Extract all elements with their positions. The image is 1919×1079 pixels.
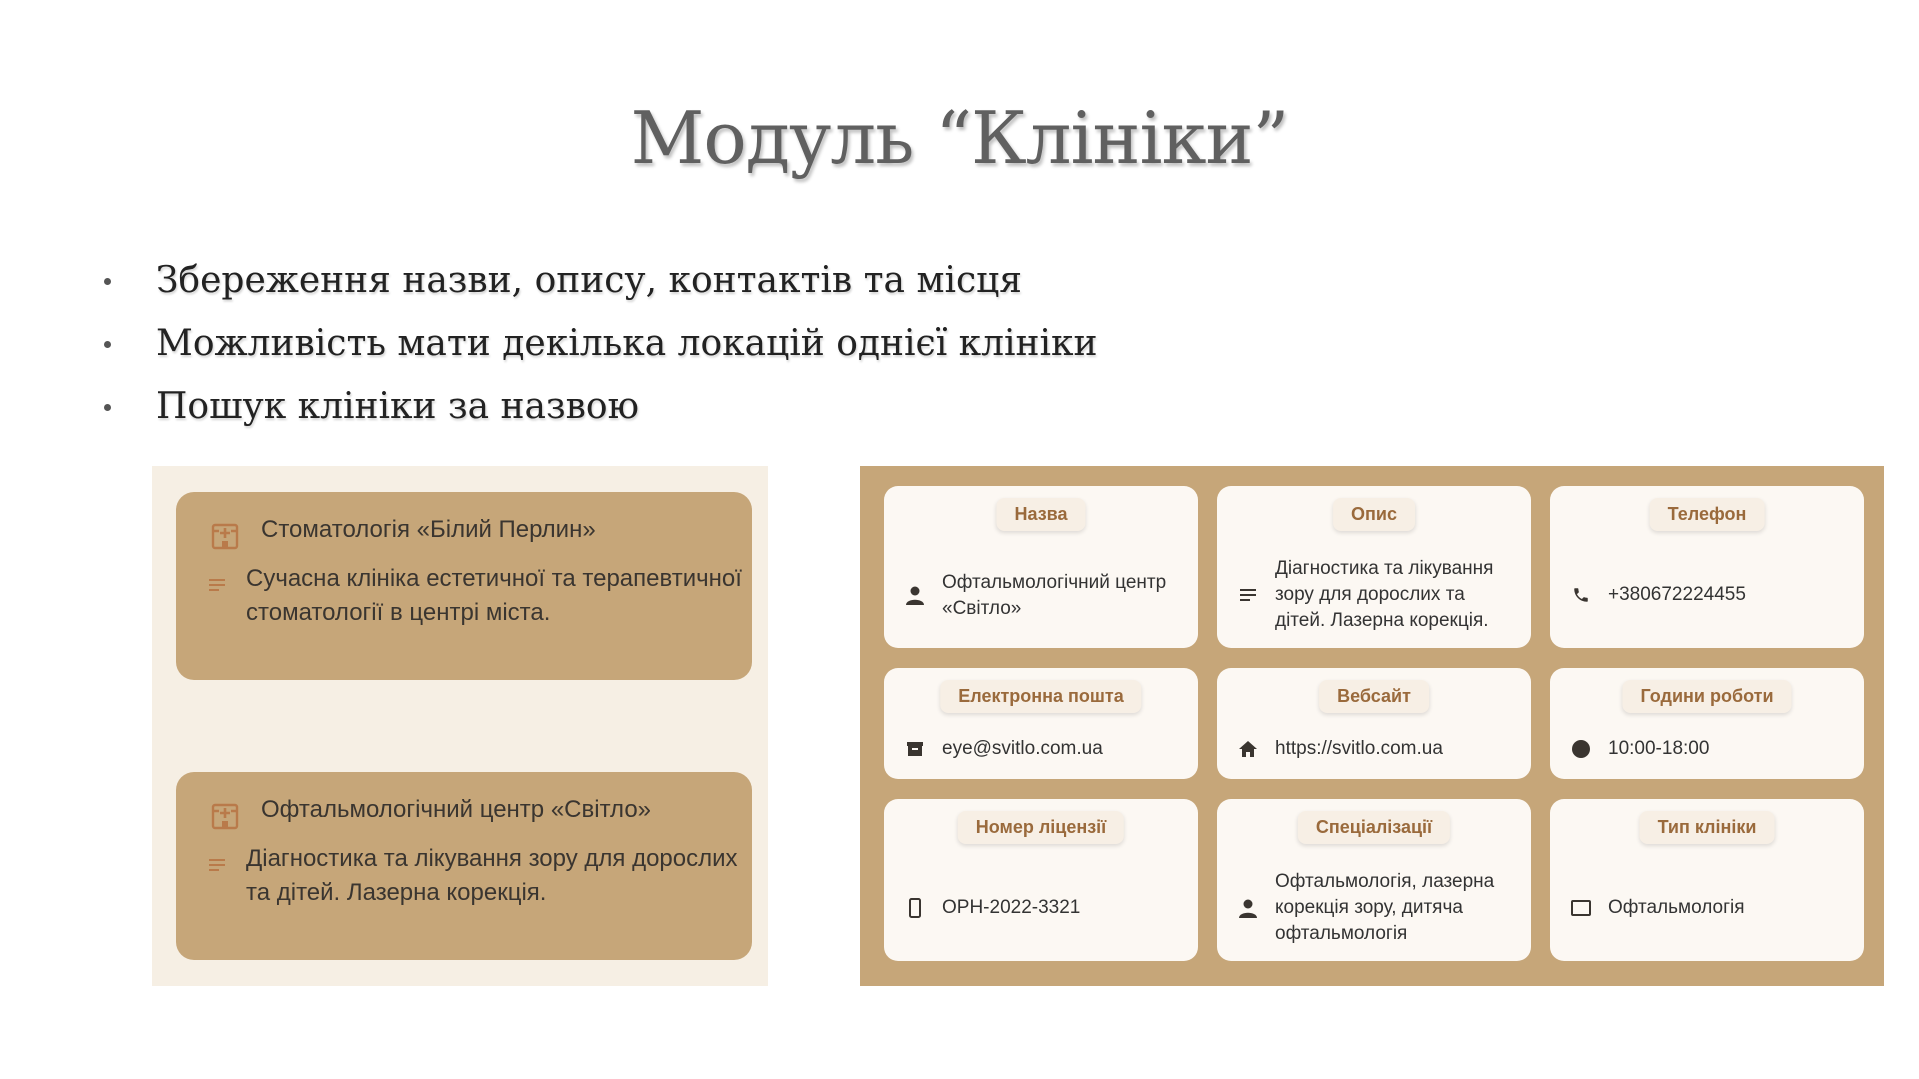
detail-value: eye@svitlo.com.ua (942, 738, 1103, 759)
detail-label: Вебсайт (1319, 680, 1429, 713)
clinic-card[interactable] (176, 772, 752, 960)
detail-value: Офтальмологія, лазерна корекція зору, дитяча офтальмологія (1275, 871, 1495, 944)
detail-label: Години роботи (1622, 680, 1791, 713)
bullet-item (96, 382, 1098, 445)
lines-icon (208, 858, 226, 872)
clinic-name: Офтальмологічний центр «Світло» (261, 796, 652, 823)
bullet-dot (104, 341, 111, 348)
clinic-description: Сучасна клініка естетичної та терапевтичної стоматології в центрі міста. (246, 565, 742, 626)
hospital-icon (210, 520, 240, 550)
square-icon (1570, 897, 1592, 919)
person-icon (904, 584, 926, 606)
clinic-description: Діагностика та лікування зору для дорослих та дітей. Лазерна корекція. (246, 845, 738, 906)
detail-label: Номер ліцензії (958, 811, 1124, 844)
home-icon (1237, 738, 1259, 760)
bullet-text: Пошук клініки за назвою (156, 386, 639, 427)
bullet-text: Можливість мати декілька локацій однієї клініки (156, 323, 1098, 364)
detail-type-card (1550, 799, 1864, 961)
detail-value: +380672224455 (1608, 584, 1746, 605)
detail-value: Офтальмологія (1608, 897, 1745, 918)
detail-label: Опис (1333, 498, 1415, 531)
bullet-item (96, 319, 1098, 382)
detail-hours-card (1550, 668, 1864, 779)
detail-label: Електронна пошта (940, 680, 1141, 713)
detail-description-card (1217, 486, 1531, 648)
detail-value: Діагностика та лікування зору для дорослих та дітей. Лазерна корекція. (1275, 558, 1494, 631)
archive-icon (904, 738, 926, 760)
detail-value: https://svitlo.com.ua (1275, 738, 1443, 759)
bullet-text: Збереження назви, опису, контактів та місця (156, 260, 1023, 301)
lines-icon (1237, 584, 1259, 606)
detail-label: Тип клініки (1640, 811, 1775, 844)
hospital-icon (210, 800, 240, 830)
bullet-item (96, 256, 1098, 319)
detail-name-card (884, 486, 1198, 648)
clinic-list-panel (152, 466, 768, 986)
slide-title: Модуль “Клініки” (630, 96, 1289, 180)
person-icon (1237, 897, 1259, 919)
device-icon (904, 897, 926, 919)
detail-label: Спеціалізації (1298, 811, 1450, 844)
clinic-card[interactable] (176, 492, 752, 680)
bullet-list (96, 256, 1098, 445)
detail-email-card (884, 668, 1198, 779)
detail-label: Назва (996, 498, 1085, 531)
clock-icon (1570, 738, 1592, 760)
clinic-name: Стоматологія «Білий Перлин» (261, 516, 596, 543)
bullet-dot (104, 278, 111, 285)
detail-license-card (884, 799, 1198, 961)
phone-icon (1570, 584, 1592, 606)
detail-value: 10:00-18:00 (1608, 738, 1710, 759)
detail-phone-card (1550, 486, 1864, 648)
bullet-dot (104, 404, 111, 411)
detail-website-card (1217, 668, 1531, 779)
detail-label: Телефон (1650, 498, 1765, 531)
lines-icon (208, 578, 226, 592)
clinic-details-panel (860, 466, 1884, 986)
detail-specializations-card (1217, 799, 1531, 961)
detail-value: Офтальмологічний центр «Світло» (942, 572, 1167, 619)
detail-value: OPH-2022-3321 (942, 897, 1081, 918)
